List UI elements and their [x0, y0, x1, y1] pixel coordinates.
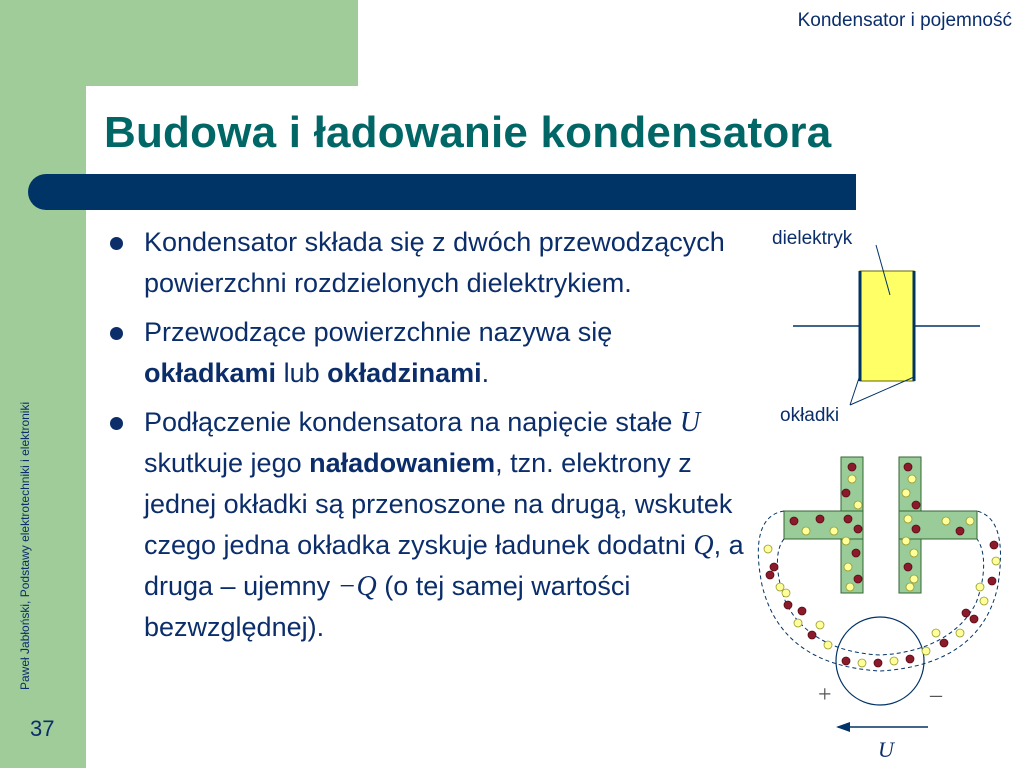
- negative-charge-icon: [910, 575, 918, 583]
- positive-charge-icon: [912, 525, 920, 533]
- positive-charge-icon: [988, 577, 996, 585]
- bullet-list: [104, 222, 744, 656]
- negative-charge-icon: [902, 489, 910, 497]
- bullet-dot-icon: [110, 237, 123, 250]
- negative-charge-icon: [976, 583, 984, 591]
- negative-charge-icon: [966, 517, 974, 525]
- positive-charge-icon: [808, 631, 816, 639]
- bullet-dot-icon: [110, 327, 123, 340]
- negative-charge-icon: [906, 583, 914, 591]
- negative-charge-icon: [922, 647, 930, 655]
- negative-charge-icon: [858, 659, 866, 667]
- charge-particles: [764, 463, 1000, 667]
- bullet-text: skutkuje jego: [144, 448, 310, 478]
- positive-charge-icon: [874, 659, 882, 667]
- negative-charge-icon: [932, 629, 940, 637]
- charge-path-inner: [777, 539, 983, 655]
- sign-plus: +: [818, 682, 832, 708]
- negative-charge-icon: [956, 629, 964, 637]
- bullet-text: Przewodzące powierzchnie nazywa się: [144, 317, 613, 347]
- symbol-charge: Q: [693, 530, 714, 561]
- negative-charge-icon: [816, 621, 824, 629]
- positive-charge-icon: [854, 525, 862, 533]
- positive-charge-icon: [970, 615, 978, 623]
- bullet-text: (o tej samej wartości bezwzględnej).: [144, 571, 631, 642]
- term-okladzinami: okładzinami: [327, 358, 482, 388]
- bullet-dot-icon: [110, 417, 123, 430]
- label-plates: okładki: [780, 405, 840, 426]
- negative-charge-icon: [902, 537, 910, 545]
- section-title: Kondensator i pojemność: [797, 10, 1012, 31]
- negative-charge-icon: [890, 657, 898, 665]
- negative-charge-icon: [942, 517, 950, 525]
- positive-charge-icon: [816, 515, 824, 523]
- bullet-item: [104, 402, 744, 648]
- page-number: 37: [30, 716, 55, 741]
- positive-charge-icon: [842, 657, 850, 665]
- pointer-plate-left: [850, 375, 860, 405]
- positive-charge-icon: [770, 563, 778, 571]
- symbol-voltage: U: [679, 407, 701, 438]
- sign-minus: –: [930, 682, 942, 708]
- positive-charge-icon: [844, 515, 852, 523]
- negative-charge-icon: [802, 527, 810, 535]
- plate-right-arm: [899, 511, 977, 539]
- title-underline-bar: [28, 174, 856, 210]
- sidebar-background: [0, 0, 86, 768]
- negative-charge-icon: [980, 597, 988, 605]
- positive-charge-icon: [912, 501, 920, 509]
- bullet-text: , a druga – ujemny: [144, 530, 744, 601]
- bullet-text: lub: [276, 358, 328, 388]
- slide-title: Budowa i ładowanie kondensatora: [104, 108, 832, 157]
- negative-charge-icon: [824, 641, 832, 649]
- bullet-text: Podłączenie kondensatora na napięcie stałe: [144, 407, 680, 437]
- dielectric-block: [860, 271, 914, 381]
- negative-charge-icon: [992, 557, 1000, 565]
- positive-charge-icon: [962, 609, 970, 617]
- positive-charge-icon: [904, 463, 912, 471]
- author-course-text: Paweł Jabłoński, Podstawy elektrotechniki i elektroniki: [18, 401, 32, 690]
- negative-charge-icon: [904, 515, 912, 523]
- label-dielectric: dielektryk: [772, 228, 853, 249]
- positive-charge-icon: [784, 601, 792, 609]
- negative-charge-icon: [846, 583, 854, 591]
- plate-left-arm: [784, 511, 863, 539]
- negative-charge-icon: [794, 619, 802, 627]
- positive-charge-icon: [906, 655, 914, 663]
- bullet-text: Kondensator składa się z dwóch przewodzących powierzchni rozdzielonych dielektrykiem.: [144, 227, 725, 298]
- negative-charge-icon: [848, 475, 856, 483]
- bullet-text: , tzn. elektrony z jednej okładki są przenoszone na drugą, wskutek czego jedna okładka zyskuje ładunek dodatni: [144, 448, 733, 560]
- header-background: [0, 0, 358, 86]
- positive-charge-icon: [848, 463, 856, 471]
- negative-charge-icon: [782, 589, 790, 597]
- bullet-item: [104, 222, 744, 304]
- positive-charge-icon: [852, 549, 860, 557]
- term-naladowaniem: naładowaniem: [309, 448, 496, 478]
- positive-charge-icon: [790, 517, 798, 525]
- negative-charge-icon: [910, 549, 918, 557]
- bullet-item: [104, 312, 744, 394]
- negative-charge-icon: [830, 527, 838, 535]
- positive-charge-icon: [904, 563, 912, 571]
- positive-charge-icon: [766, 571, 774, 579]
- negative-charge-icon: [842, 537, 850, 545]
- voltage-label: U: [878, 737, 894, 762]
- negative-charge-icon: [844, 563, 852, 571]
- term-okladkami: okładkami: [144, 358, 277, 388]
- capacitor-diagram: [740, 215, 1020, 763]
- negative-charge-icon: [776, 583, 784, 591]
- positive-charge-icon: [940, 639, 948, 647]
- negative-charge-icon: [854, 501, 862, 509]
- positive-charge-icon: [854, 575, 862, 583]
- positive-charge-icon: [842, 489, 850, 497]
- symbol-negative-charge: −Q: [337, 571, 377, 602]
- arrowhead-icon: [836, 722, 850, 732]
- negative-charge-icon: [764, 545, 772, 553]
- bullet-text: .: [481, 358, 490, 388]
- positive-charge-icon: [798, 607, 806, 615]
- positive-charge-icon: [990, 541, 998, 549]
- positive-charge-icon: [956, 527, 964, 535]
- negative-charge-icon: [908, 475, 916, 483]
